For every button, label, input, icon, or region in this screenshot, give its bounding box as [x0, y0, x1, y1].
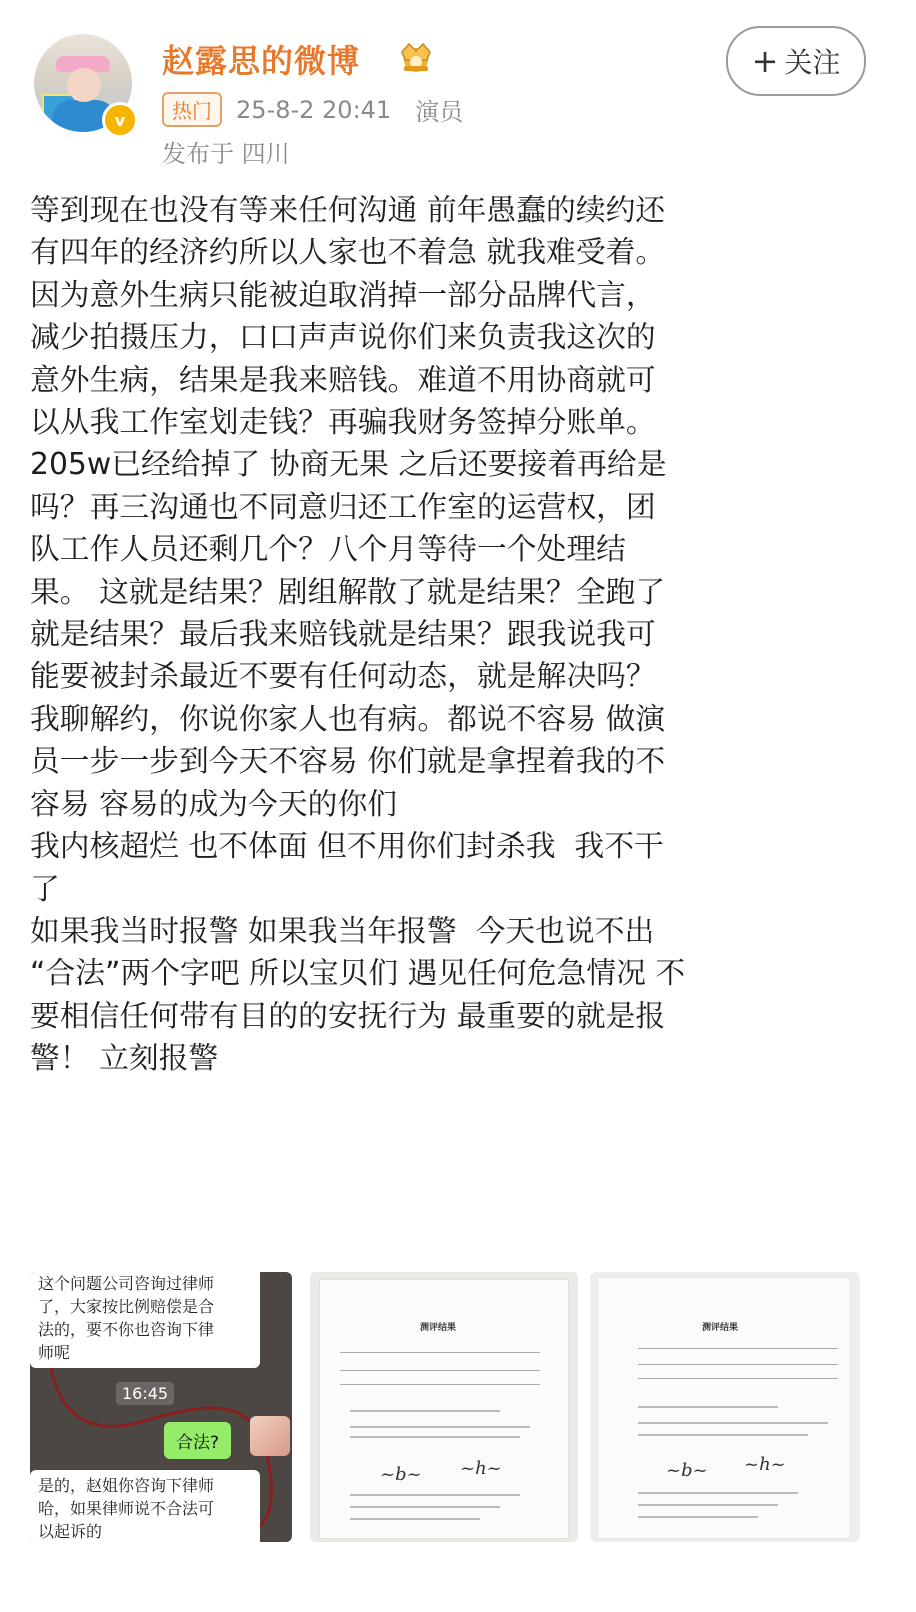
- text-line: [350, 1518, 480, 1520]
- table-line: [638, 1364, 838, 1365]
- chat-line: 哈，如果律师说不合法可: [38, 1499, 215, 1518]
- post-text-line: 果。 这就是结果？剧组解散了就是结果？全跑了: [30, 574, 666, 610]
- table-line: [638, 1348, 838, 1349]
- chat-time: 16:45: [116, 1382, 174, 1405]
- post-header: [0, 0, 916, 190]
- post-text-line: “合法”两个字吧 所以宝贝们 遇见任何危急情况 不: [30, 956, 686, 992]
- chat-line: 以起诉的: [38, 1522, 103, 1541]
- chat-avatar: [250, 1416, 290, 1456]
- text-line: [350, 1506, 500, 1508]
- text-line: [350, 1410, 500, 1412]
- signature: ~h~: [744, 1454, 786, 1475]
- post-timestamp: 25-8-2 20:41: [236, 95, 392, 124]
- table-line: [340, 1352, 540, 1353]
- plus-icon: +: [751, 42, 779, 80]
- post-text-line: 能要被封杀最近不要有任何动态，就是解决吗？: [30, 659, 656, 695]
- user-role: 演员: [415, 98, 464, 126]
- follow-label: 关注: [784, 46, 841, 79]
- crown-icon: [396, 40, 436, 74]
- text-line: [638, 1516, 758, 1518]
- document-image-1[interactable]: [310, 1272, 578, 1542]
- meta-row: [162, 92, 487, 127]
- post-text-line: 205w已经给掉了 协商无果 之后还要接着再给是: [30, 447, 667, 483]
- post-text-line: 队工作人员还剩几个？八个月等待一个处理结: [30, 532, 626, 568]
- document-paper: [598, 1278, 850, 1538]
- document-paper: [320, 1280, 568, 1538]
- post-body: [30, 190, 870, 1081]
- post-text-line: 警！ 立刻报警: [30, 1041, 219, 1077]
- image-grid: [30, 1272, 860, 1542]
- chat-reply: 合法?: [164, 1422, 231, 1459]
- table-line: [340, 1384, 540, 1385]
- chat-line: 法的，要不你也咨询下律: [38, 1320, 215, 1339]
- post-text-line: 就是结果？最后我来赔钱就是结果？跟我说我可: [30, 617, 656, 653]
- post-text-line: 了: [30, 871, 60, 907]
- text-line: [638, 1434, 808, 1436]
- table-line: [340, 1370, 540, 1371]
- post-text-line: 我内核超烂 也不体面 但不用你们封杀我 我不干: [30, 829, 664, 865]
- document-image-2[interactable]: [590, 1272, 860, 1542]
- hot-tag[interactable]: 热门: [162, 92, 222, 127]
- follow-button[interactable]: [726, 26, 866, 96]
- text-line: [638, 1504, 778, 1506]
- verified-badge-icon: v: [102, 102, 138, 138]
- text-line: [350, 1436, 520, 1438]
- chat-message-top: [30, 1272, 260, 1368]
- text-line: [638, 1406, 778, 1408]
- post-text-line: 有四年的经济约所以人家也不着急 就我难受着。: [30, 235, 666, 271]
- document-title: 测评结果: [420, 1323, 457, 1333]
- signature: ~h~: [460, 1458, 502, 1479]
- chat-line: 是的，赵姐你咨询下律师: [38, 1476, 215, 1495]
- post-text-line: 我聊解约，你说你家人也有病。都说不容易 做演: [30, 701, 666, 737]
- post-text-line: 意外生病，结果是我来赔钱。难道不用协商就可: [30, 362, 656, 398]
- chat-line: 这个问题公司咨询过律师: [38, 1274, 215, 1293]
- chat-message-bottom: [30, 1470, 260, 1542]
- document-title: 测评结果: [702, 1323, 739, 1333]
- post-text-line: 吗？再三沟通也不同意归还工作室的运营权，团: [30, 489, 656, 525]
- signature: ~b~: [666, 1460, 708, 1481]
- text-line: [350, 1426, 530, 1428]
- chat-screenshot-image[interactable]: [30, 1272, 292, 1542]
- post-location: 发布于 四川: [162, 140, 290, 168]
- text-line: [350, 1494, 520, 1496]
- signature: ~b~: [380, 1464, 422, 1485]
- text-line: [638, 1492, 798, 1494]
- post-text-line: 因为意外生病只能被迫取消掉一部分品牌代言，: [30, 277, 656, 313]
- chat-line: 了，大家按比例赔偿是合: [38, 1297, 215, 1316]
- text-line: [638, 1422, 828, 1424]
- post-text-line: 要相信任何带有目的的安抚行为 最重要的就是报: [30, 998, 666, 1034]
- post-text-line: 如果我当时报警 如果我当年报警 今天也说不出: [30, 913, 655, 949]
- post-text-line: 减少拍摄压力，口口声声说你们来负责我这次的: [30, 320, 656, 356]
- avatar-face: [67, 68, 101, 102]
- table-line: [638, 1378, 838, 1379]
- chat-line: 师呢: [38, 1343, 71, 1362]
- post-text-line: 等到现在也没有等来任何沟通 前年愚蠢的续约还: [30, 193, 666, 228]
- username[interactable]: 赵露思的微博: [162, 42, 361, 80]
- post-text-line: 员一步一步到今天不容易 你们就是拿捏着我的不: [30, 744, 666, 780]
- post-text-line: 以从我工作室划走钱？再骗我财务签掉分账单。: [30, 405, 656, 441]
- post-text-line: 容易 容易的成为今天的你们: [30, 786, 398, 822]
